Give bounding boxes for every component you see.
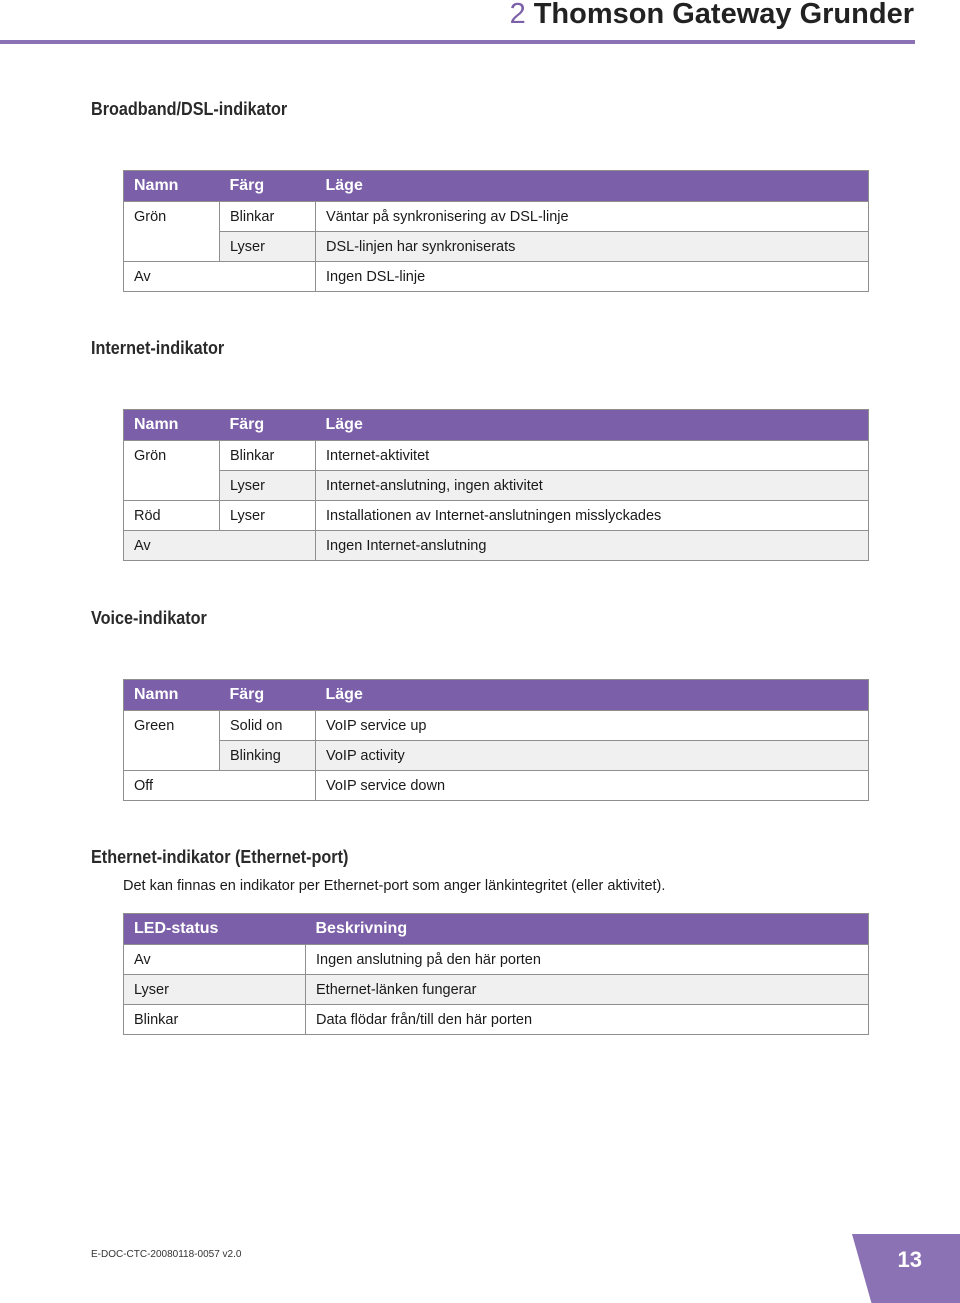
table-cell: Väntar på synkronisering av DSL-linje bbox=[316, 202, 869, 232]
table-cell: Lyser bbox=[220, 232, 316, 262]
column-header: Namn bbox=[124, 171, 220, 202]
chapter-title: Thomson Gateway Grunder bbox=[533, 0, 914, 30]
table-cell: Internet-aktivitet bbox=[316, 441, 869, 471]
header-divider bbox=[0, 40, 915, 44]
page-title bbox=[510, 0, 914, 32]
table-cell: Internet-anslutning, ingen aktivitet bbox=[316, 471, 869, 501]
table-cell: Blinkar bbox=[124, 1005, 306, 1035]
table-cell: VoIP service down bbox=[316, 771, 869, 801]
table-cell: VoIP activity bbox=[316, 741, 869, 771]
table-ethernet-indicator bbox=[123, 913, 869, 1035]
column-header: Beskrivning bbox=[306, 914, 869, 945]
table-cell: Blinkar bbox=[220, 441, 316, 471]
table-cell: Blinking bbox=[220, 741, 316, 771]
column-header: Namn bbox=[124, 680, 220, 711]
table-cell: Ingen DSL-linje bbox=[316, 262, 869, 292]
table-cell bbox=[124, 232, 220, 262]
section-heading-voice: Voice-indikator bbox=[91, 608, 207, 628]
column-header: Namn bbox=[124, 410, 220, 441]
table-cell: Lyser bbox=[124, 975, 306, 1005]
table-dsl-indicator bbox=[123, 170, 869, 292]
table-header-row bbox=[124, 171, 869, 202]
column-header: Färg bbox=[220, 410, 316, 441]
column-header: Läge bbox=[316, 171, 869, 202]
table-cell: Ingen anslutning på den här porten bbox=[306, 945, 869, 975]
table-header-row bbox=[124, 914, 869, 945]
table-cell: VoIP service up bbox=[316, 711, 869, 741]
table-cell: Av bbox=[124, 945, 306, 975]
table-internet-indicator bbox=[123, 409, 869, 561]
table-row bbox=[124, 741, 869, 771]
table-cell: Grön bbox=[124, 202, 220, 232]
section-heading-dsl: Broadband/DSL-indikator bbox=[91, 99, 288, 119]
table-row bbox=[124, 711, 869, 741]
table-cell: Blinkar bbox=[220, 202, 316, 232]
table-row bbox=[124, 1005, 869, 1035]
table-cell bbox=[220, 531, 316, 561]
table-cell: Ethernet-länken fungerar bbox=[306, 975, 869, 1005]
table-header-row bbox=[124, 680, 869, 711]
table-row bbox=[124, 771, 869, 801]
table-row bbox=[124, 945, 869, 975]
table-cell bbox=[124, 741, 220, 771]
table-cell bbox=[220, 771, 316, 801]
table-cell: Installationen av Internet-anslutningen misslyckades bbox=[316, 501, 869, 531]
table-row bbox=[124, 531, 869, 561]
column-header: Läge bbox=[316, 410, 869, 441]
table-voice-indicator bbox=[123, 679, 869, 801]
table-cell: Green bbox=[124, 711, 220, 741]
table-row bbox=[124, 441, 869, 471]
document-id: E-DOC-CTC-20080118-0057 v2.0 bbox=[91, 1249, 242, 1260]
section-heading-internet: Internet-indikator bbox=[91, 338, 225, 358]
table-cell: DSL-linjen har synkroniserats bbox=[316, 232, 869, 262]
table-cell bbox=[124, 471, 220, 501]
table-row bbox=[124, 262, 869, 292]
table-cell: Grön bbox=[124, 441, 220, 471]
chapter-number: 2 bbox=[509, 0, 526, 30]
page-number: 13 bbox=[897, 1247, 922, 1272]
section-description: Det kan finnas en indikator per Ethernet-port som anger länkintegritet (eller aktivitet). bbox=[123, 878, 666, 894]
table-cell: Data flödar från/till den här porten bbox=[306, 1005, 869, 1035]
table-cell: Ingen Internet-anslutning bbox=[316, 531, 869, 561]
section-heading-ethernet: Ethernet-indikator (Ethernet-port) bbox=[91, 847, 349, 867]
table-cell: Av bbox=[124, 262, 220, 292]
table-cell: Röd bbox=[124, 501, 220, 531]
table-cell: Av bbox=[124, 531, 220, 561]
table-cell: Lyser bbox=[220, 471, 316, 501]
column-header: Läge bbox=[316, 680, 869, 711]
table-row bbox=[124, 232, 869, 262]
table-row bbox=[124, 975, 869, 1005]
table-cell: Lyser bbox=[220, 501, 316, 531]
table-cell bbox=[220, 262, 316, 292]
table-cell: Solid on bbox=[220, 711, 316, 741]
table-row bbox=[124, 501, 869, 531]
column-header: Färg bbox=[220, 171, 316, 202]
table-header-row bbox=[124, 410, 869, 441]
column-header: LED-status bbox=[124, 914, 306, 945]
table-row bbox=[124, 202, 869, 232]
table-row bbox=[124, 471, 869, 501]
column-header: Färg bbox=[220, 680, 316, 711]
table-cell: Off bbox=[124, 771, 220, 801]
